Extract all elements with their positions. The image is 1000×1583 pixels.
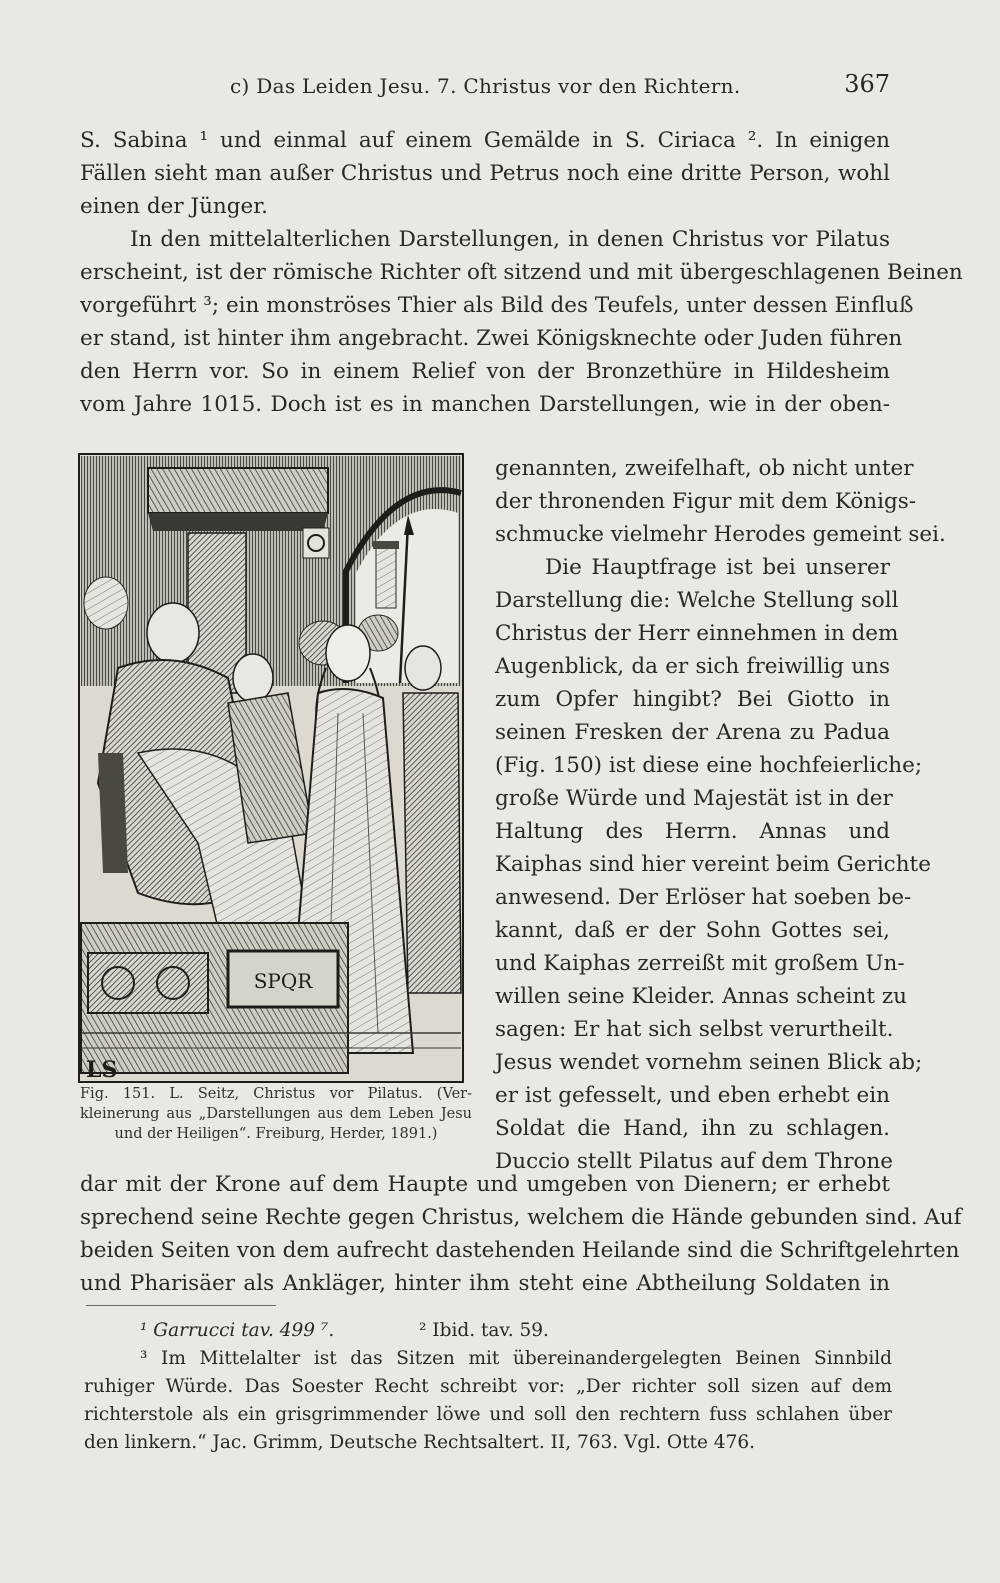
- text-line: und Kaiphas zerreißt mit großem Un-: [495, 951, 905, 976]
- footnote-3-line: den linkern.“ Jac. Grimm, Deutsche Rechtsaltert. II, 763. Vgl. Otte 476.: [84, 1432, 755, 1453]
- text-line: dar mit der Krone auf dem Haupte und umgeben von Dienern; er erhebt: [80, 1172, 890, 1197]
- text-line: anwesend. Der Erlöser hat soeben be-: [495, 885, 912, 910]
- text-line: Augenblick, da er sich freiwillig uns: [495, 654, 890, 679]
- text-line: er ist gefesselt, und eben erhebt ein: [495, 1083, 890, 1108]
- footnote-3-line: ruhiger Würde. Das Soester Recht schreibt vor: „Der richter soll sizen auf dem: [84, 1376, 892, 1397]
- footnote-separator: [86, 1305, 276, 1306]
- text-line: große Würde und Majestät ist in der: [495, 786, 893, 811]
- running-header: [80, 70, 890, 106]
- text-line: (Fig. 150) ist diese eine hochfeierliche;: [495, 753, 923, 778]
- text-line: sagen: Er hat sich selbst verurtheilt.: [495, 1017, 894, 1042]
- text-line: Haltung des Herrn. Annas und: [495, 819, 890, 844]
- body-text-bottom: [80, 1168, 962, 1300]
- footnote-2: ² Ibid. tav. 59.: [419, 1320, 549, 1341]
- body-text-top: [80, 124, 963, 421]
- footnote-row: [84, 1317, 892, 1345]
- text-line: genannten, zweifelhaft, ob nicht unter: [495, 456, 914, 481]
- text-line: Fällen sieht man außer Christus und Petrus noch eine dritte Person, wohl: [80, 161, 890, 186]
- text-line: Darstellung die: Welche Stellung soll: [495, 588, 899, 613]
- caption-line: und der Heiligen“. Freiburg, Herder, 1891.): [114, 1126, 438, 1142]
- text-line: vom Jahre 1015. Doch ist es in manchen Darstellungen, wie in der oben-: [80, 392, 890, 417]
- text-line: seinen Fresken der Arena zu Padua: [495, 720, 890, 745]
- running-title: c) Das Leiden Jesu. 7. Christus vor den Richtern.: [230, 74, 741, 98]
- page-number: 367: [844, 70, 890, 98]
- text-line: willen seine Kleider. Annas scheint zu: [495, 984, 908, 1009]
- woodcut-illustration: [78, 453, 464, 1083]
- artist-monogram: LS: [86, 1057, 118, 1083]
- footnotes: [84, 1317, 892, 1457]
- text-line: kannt, daß er der Sohn Gottes sei,: [495, 918, 890, 943]
- text-line: Kaiphas sind hier vereint beim Gerichte: [495, 852, 931, 877]
- text-line: vorgeführt ³; ein monströses Thier als Bild des Teufels, unter dessen Einfluß: [80, 293, 914, 318]
- text-line: Duccio stellt Pilatus auf dem Throne: [495, 1149, 893, 1174]
- text-line: Jesus wendet vornehm seinen Blick ab;: [495, 1050, 923, 1075]
- text-line: beiden Seiten von dem aufrecht dastehenden Heilande sind die Schriftgelehrten: [80, 1238, 960, 1263]
- text-line: einen der Jünger.: [80, 194, 268, 219]
- footnote-1: ¹ Garrucci tav. 499 ⁷.: [140, 1320, 335, 1341]
- text-line: In den mittelalterlichen Darstellungen, in denen Christus vor Pilatus: [130, 227, 890, 252]
- text-line: erscheint, ist der römische Richter oft sitzend und mit übergeschlagenen Beinen: [80, 260, 963, 285]
- text-line: S. Sabina ¹ und einmal auf einem Gemälde in S. Ciriaca ². In einigen: [80, 128, 890, 153]
- footnote-3-line: richterstole als ein grisgrimmender löwe und soll den rechtern fuss schlahen über: [84, 1404, 892, 1425]
- body-text-right-column: [495, 452, 946, 1178]
- text-line: zum Opfer hingibt? Bei Giotto in: [495, 687, 890, 712]
- footnote-3-line: ³ Im Mittelalter ist das Sitzen mit übereinandergelegten Beinen Sinnbild: [140, 1348, 892, 1369]
- caption-line: kleinerung aus „Darstellungen aus dem Leben Jesu: [80, 1106, 472, 1122]
- text-line: Die Hauptfrage ist bei unserer: [545, 555, 890, 580]
- text-line: und Pharisäer als Ankläger, hinter ihm steht eine Abtheilung Soldaten in: [80, 1271, 890, 1296]
- text-line: Christus der Herr einnehmen in dem: [495, 621, 899, 646]
- caption-line: Fig. 151. L. Seitz, Christus vor Pilatus. (Ver-: [80, 1086, 472, 1102]
- spqr-plaque: SPQR: [253, 969, 313, 993]
- text-line: den Herrn vor. So in einem Relief von der Bronzethüre in Hildesheim: [80, 359, 890, 384]
- text-line: Soldat die Hand, ihn zu schlagen.: [495, 1116, 890, 1141]
- text-line: er stand, ist hinter ihm angebracht. Zwei Königsknechte oder Juden führen: [80, 326, 903, 351]
- text-line: schmucke vielmehr Herodes gemeint sei.: [495, 522, 946, 547]
- figure-caption: [80, 1084, 472, 1144]
- text-line: der thronenden Figur mit dem Königs-: [495, 489, 917, 514]
- text-line: sprechend seine Rechte gegen Christus, welchem die Hände gebunden sind. Auf: [80, 1205, 962, 1230]
